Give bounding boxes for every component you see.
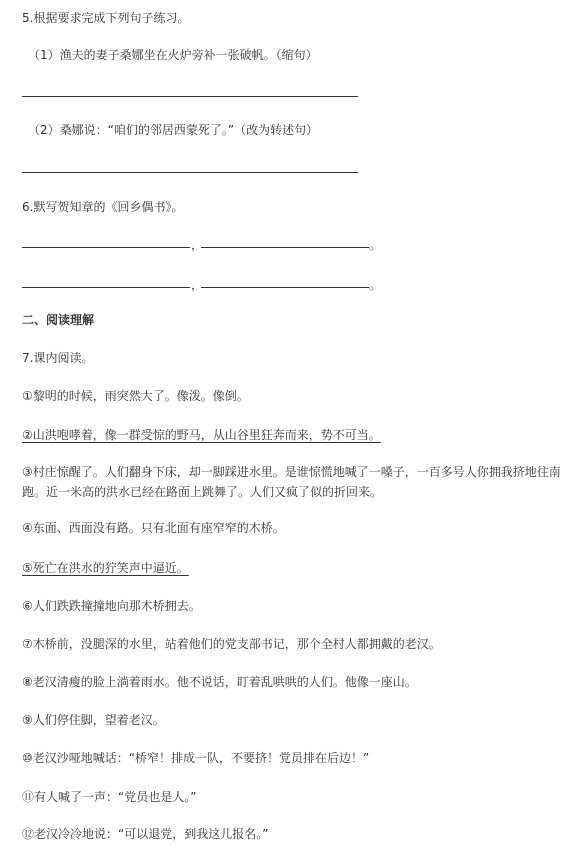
answer-line-5-2[interactable] [22,172,358,173]
paragraph-7: ⑦木桥前，没腿深的水里，站着他们的党支部书记，那个全村人都拥戴的老汉。 [22,637,441,651]
paragraph-12: ⑫老汉冷冷地说：“可以退党，到我这儿报名。” [22,827,269,841]
poem-line-3[interactable] [22,287,190,288]
question-5-title: 5.根据要求完成下列句子练习。 [22,11,190,25]
poem-period-1: 。 [369,238,382,252]
paragraph-10: ⑩老汉沙哑地喊话：“桥窄！排成一队，不要挤！党员排在后边！” [22,751,370,765]
paragraph-6: ⑥人们跌跌撞撞地向那木桥拥去。 [22,599,201,613]
paragraph-2: ②山洪咆哮着，像一群受惊的野马，从山谷里狂奔而来，势不可当。 [22,428,381,442]
paragraph-5: ⑤死亡在洪水的狞笑声中逼近。 [22,561,189,575]
poem-line-1[interactable] [22,247,190,248]
question-7-title: 7.课内阅读。 [22,351,94,365]
paragraph-9: ⑨人们停住脚，望着老汉。 [22,713,165,727]
poem-line-2[interactable] [201,247,369,248]
poem-line-4[interactable] [201,287,369,288]
poem-period-2: 。 [369,278,382,292]
paragraph-1: ①黎明的时候，雨突然大了。像泼。像倒。 [22,389,249,403]
poem-comma-2: ， [191,278,204,292]
question-5-item-1: （1）渔夫的妻子桑娜坐在火炉旁补一张破帆。（缩句） [28,48,318,62]
poem-comma-1: ， [191,238,204,252]
question-5-item-2: （2）桑娜说：“咱们的邻居西蒙死了。”（改为转述句） [28,123,319,137]
question-6-title: 6.默写贺知章的《回乡偶书》。 [22,200,184,214]
paragraph-8: ⑧老汉清瘦的脸上淌着雨水。他不说话，盯着乱哄哄的人们。他像一座山。 [22,675,417,689]
section-2-title: 二、阅读理解 [22,313,95,327]
answer-line-5-1[interactable] [22,96,358,97]
paragraph-4: ④东面、西面没有路。只有北面有座窄窄的木桥。 [22,521,285,535]
paragraph-11: ⑪有人喊了一声：“党员也是人。” [22,790,197,804]
paragraph-3: ③村庄惊醒了。人们翻身下床，却一脚踩进水里。是谁惊慌地喊了一嗓子，一百多号人你拥我挤地往南跑。近一米高的洪水已经在路面上跳舞了。人们又疯了似的折回来。 [22,465,561,499]
